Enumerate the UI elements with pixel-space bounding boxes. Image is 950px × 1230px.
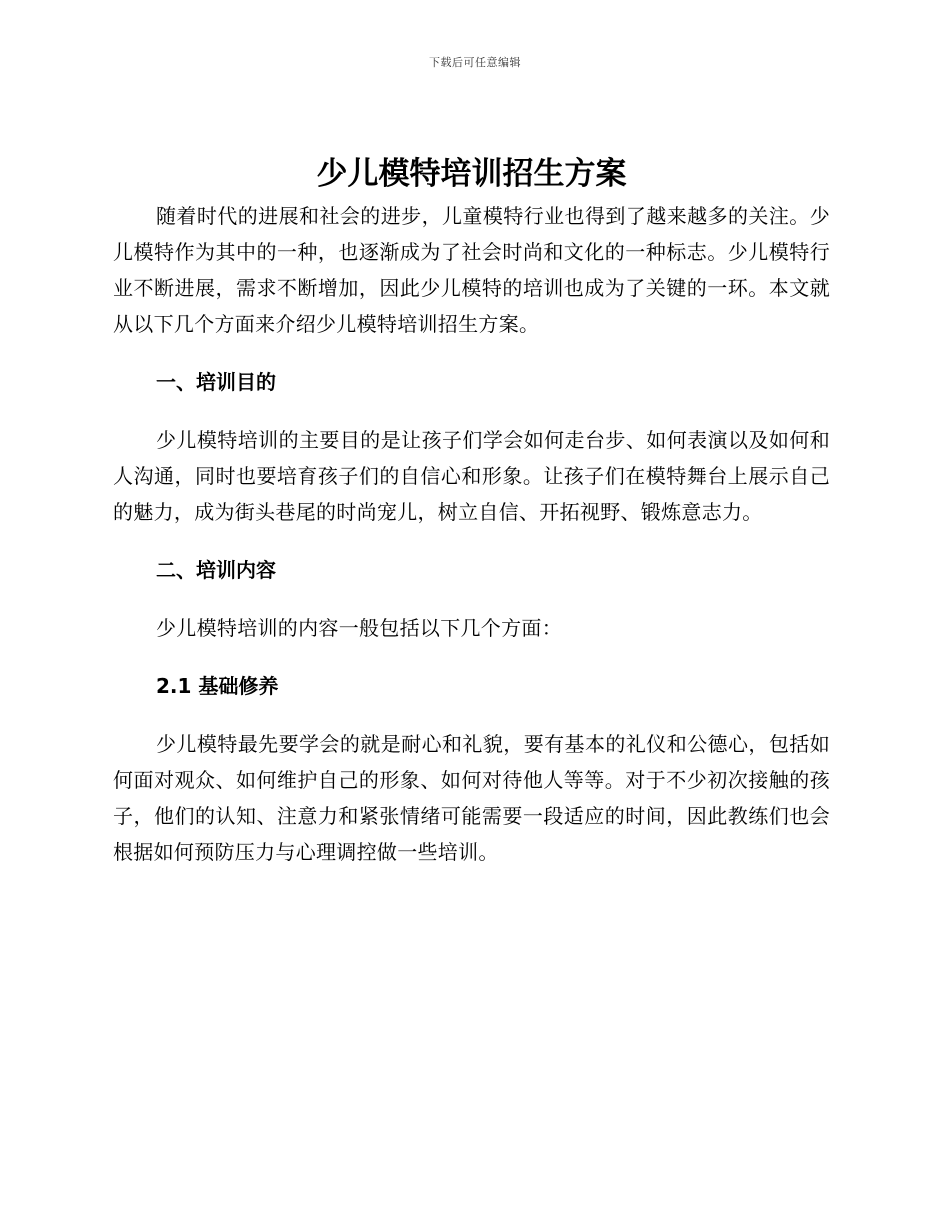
spacer — [113, 530, 830, 552]
spacer — [113, 400, 830, 422]
section-paragraph-content: 少儿模特培训的内容一般包括以下几个方面： — [156, 616, 562, 640]
document-body — [113, 150, 830, 870]
intro-paragraph: 随着时代的进展和社会的进步，儿童模特行业也得到了越来越多的关注。少儿模特作为其中的一种，也逐渐成为了社会时尚和文化的一种标志。少儿模特行业不断进展，需求不断增加，因此少儿模特的培训也成为了关键的一环。本文就从以下几个方面来介绍少儿模特培训招生方案。 — [113, 204, 830, 336]
spacer — [113, 588, 830, 610]
spacer — [113, 342, 830, 364]
spacer — [113, 646, 830, 668]
spacer — [113, 704, 830, 726]
section-heading-content: 二、培训内容 — [156, 558, 276, 582]
subsection-paragraph-basics: 少儿模特最先要学会的就是耐心和礼貌，要有基本的礼仪和公德心，包括如何面对观众、如何维护自己的形象、如何对待他人等等。对于不少初次接触的孩子，他们的认知、注意力和紧张情绪可能需要一段适应的时间，因此教练们也会根据如何预防压力与心理调控做一些培训。 — [113, 732, 830, 864]
subsection-heading-basics: 2.1 基础修养 — [156, 674, 279, 698]
document-title: 少儿模特培训招生方案 — [316, 156, 627, 192]
section-heading-purpose: 一、培训目的 — [156, 370, 276, 394]
header-note: 下载后可任意编辑 — [429, 56, 521, 69]
section-paragraph-purpose: 少儿模特培训的主要目的是让孩子们学会如何走台步、如何表演以及如何和人沟通，同时也要培育孩子们的自信心和形象。让孩子们在模特舞台上展示自己的魅力，成为街头巷尾的时尚宠儿，树立自信、开拓视野、锻炼意志力。 — [113, 428, 830, 524]
